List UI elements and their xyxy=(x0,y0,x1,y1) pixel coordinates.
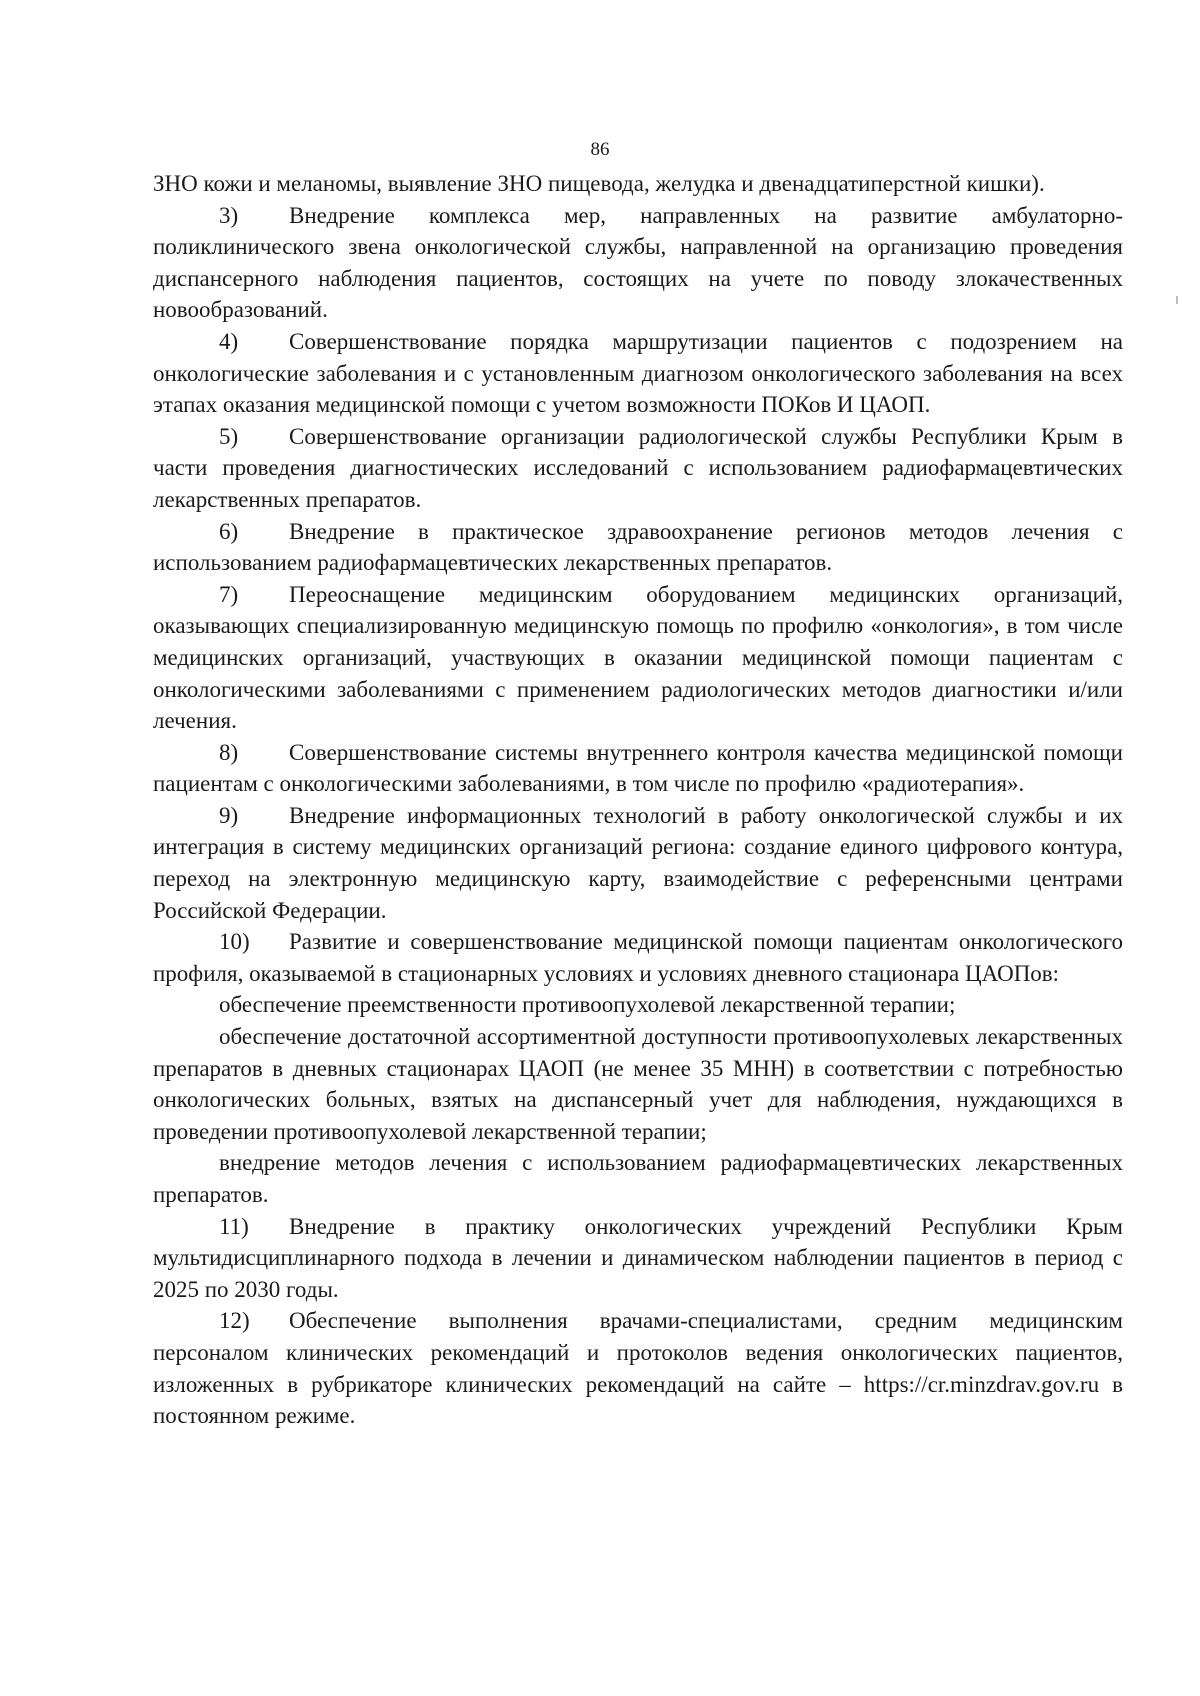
document-body xyxy=(153,168,1123,1432)
item-text: Внедрение информационных технологий в работу онкологической службы и их интеграция в систему медицинских организаций региона: создание единого цифрового контура, переход на электронную медицинскую карту, взаимодействие с референсными центрами Российской Федерации. xyxy=(153,802,1123,923)
list-item-4 xyxy=(153,326,1123,421)
item-text: Развитие и совершенствование медицинской помощи пациентам онкологического профиля, оказываемой в стационарных условиях и условиях дневного стационара ЦАОПов: xyxy=(153,929,1123,986)
paragraph-continuation: ЗНО кожи и меланомы, выявление ЗНО пищевода, желудка и двенадцатиперстной кишки). xyxy=(153,171,1045,196)
sub-item-availability: обеспечение достаточной ассортиментной доступности противоопухолевых лекарственных препаратов в дневных стационарах ЦАОП (не менее 35 МНН) в соответствии с потребностью онкологических больных, взятых на диспансерный учет для наблюдения, нуждающихся в проведении противоопухолевой лекарственной терапии; xyxy=(153,1024,1123,1144)
item-number: 11) xyxy=(219,1213,249,1239)
list-item-10 xyxy=(153,926,1123,989)
list-item-3 xyxy=(153,200,1123,326)
item-text: Переоснащение медицинским оборудованием медицинских организаций, оказывающих специализированную медицинскую помощь по профилю «онкология», в том числе медицинских организаций, участвующих в оказании медицинской помощи пациентам с онкологическими заболеваниями с применением радиологических методов диагностики и/или лечения. xyxy=(153,581,1123,734)
list-item-5 xyxy=(153,421,1123,516)
item-number: 9) xyxy=(219,802,239,828)
item-text: Совершенствование организации радиологической службы Республики Крым в части проведения диагностических исследований с использованием радиофармацевтических лекарственных препаратов. xyxy=(153,423,1123,512)
item-number: 3) xyxy=(219,202,239,228)
list-item-8 xyxy=(153,737,1123,800)
item-number: 10) xyxy=(219,929,250,955)
list-item-12 xyxy=(153,1305,1123,1431)
sub-item-methods: внедрение методов лечения с использованием радиофармацевтических лекарственных препаратов. xyxy=(153,1150,1123,1207)
item-text: Внедрение комплекса мер, направленных на развитие амбулаторно-поликлинического звена онкологической службы, направленной на организацию проведения диспансерного наблюдения пациентов, состоящих на учете по поводу злокачественных новообразований. xyxy=(153,202,1123,323)
item-text: Внедрение в практику онкологических учреждений Республики Крым мультидисциплинарного подхода в лечении и динамическом наблюдении пациентов в период с 2025 по 2030 годы. xyxy=(153,1213,1123,1302)
item-number: 4) xyxy=(219,328,239,354)
page-number: 86 xyxy=(590,139,610,160)
list-item-7 xyxy=(153,579,1123,737)
list-item-9 xyxy=(153,800,1123,926)
list-item-11 xyxy=(153,1211,1123,1306)
item-number: 7) xyxy=(219,581,239,607)
scan-artifact xyxy=(1176,296,1178,304)
item-text: Внедрение в практическое здравоохранение регионов методов лечения с использованием радиофармацевтических лекарственных препаратов. xyxy=(153,518,1123,576)
item-text: Обеспечение выполнения врачами-специалистами, средним медицинским персоналом клинических рекомендаций и протоколов ведения онкологических пациентов, изложенных в рубрикаторе клинических рекомендаций на сайте – https://cr.minzdrav.gov.ru в постоянном режиме. xyxy=(153,1308,1123,1429)
item-text: Совершенствование системы внутреннего контроля качества медицинской помощи пациентам с онкологическими заболеваниями, в том числе по профилю «радиотерапия». xyxy=(153,739,1123,797)
sub-item-continuity: обеспечение преемственности противоопухолевой лекарственной терапии; xyxy=(219,992,956,1018)
item-number: 12) xyxy=(219,1308,250,1334)
item-number: 6) xyxy=(219,518,239,544)
item-text: Совершенствование порядка маршрутизации пациентов с подозрением на онкологические заболевания и с установленным диагнозом онкологического заболевания на всех этапах оказания медицинской помощи с учетом возможности ПОКов И ЦАОП. xyxy=(153,328,1123,418)
item-number: 8) xyxy=(219,739,239,765)
list-item-6 xyxy=(153,516,1123,579)
item-number: 5) xyxy=(219,423,239,449)
